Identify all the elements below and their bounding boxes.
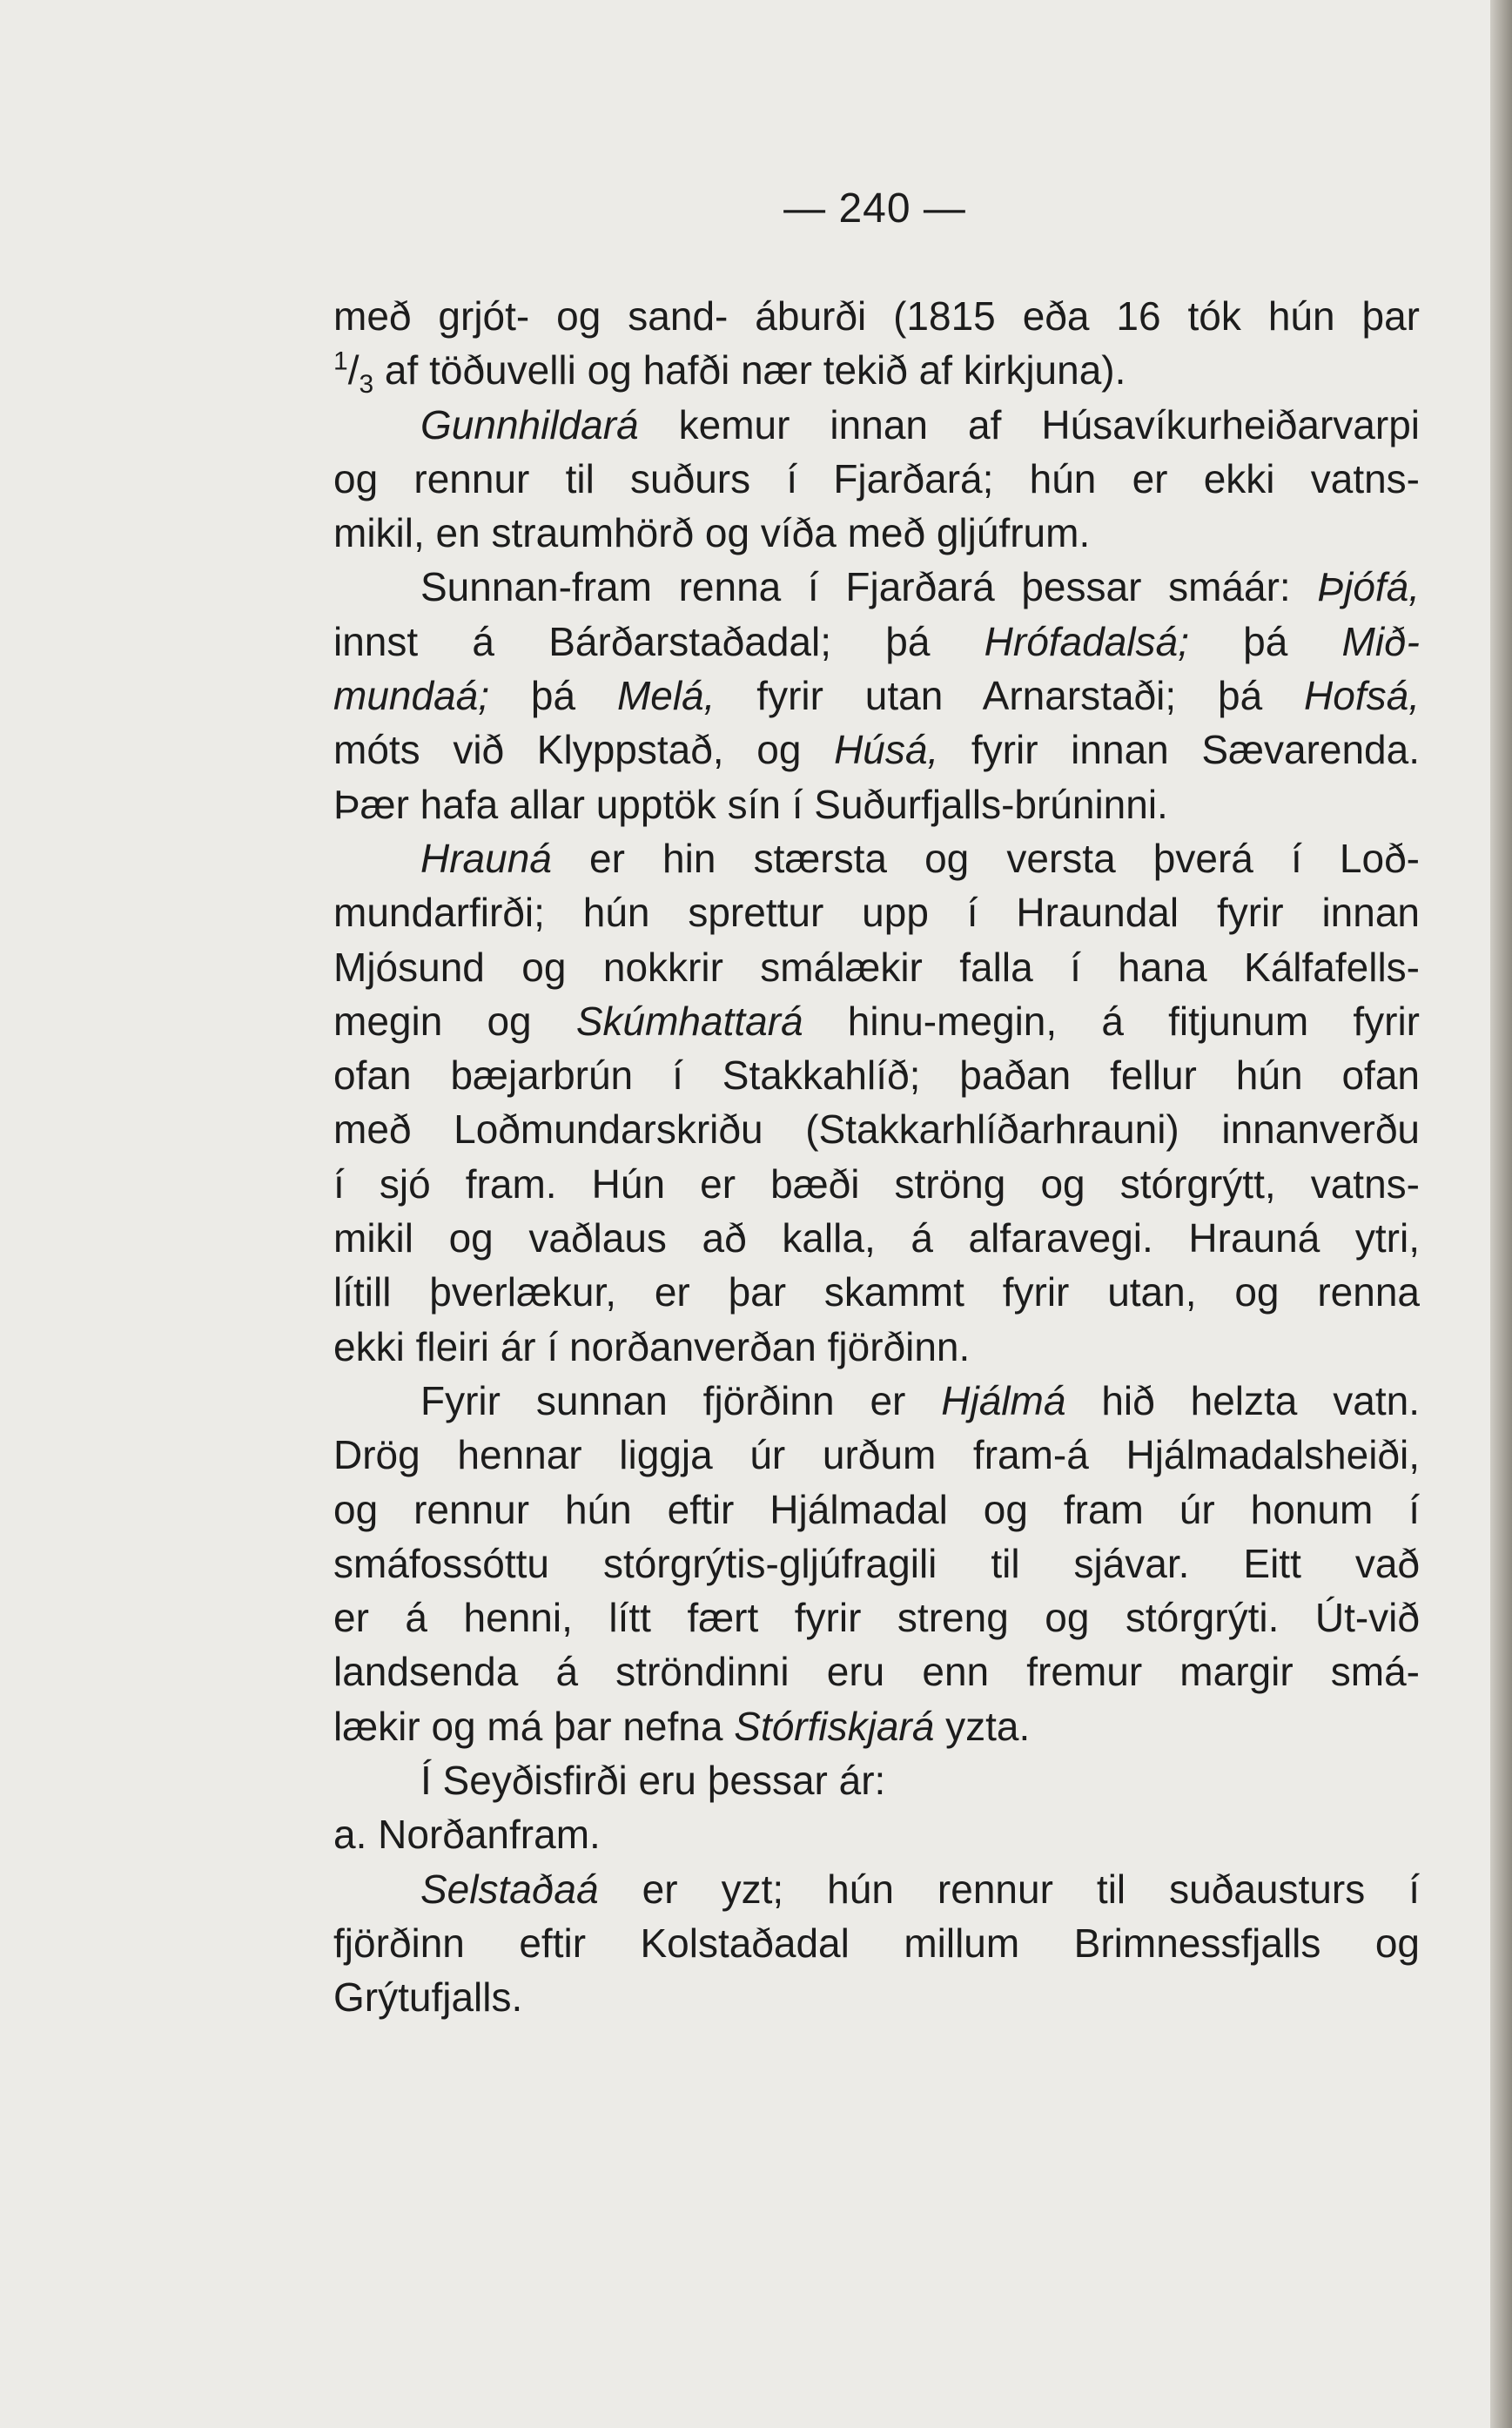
body-text: [333, 289, 1420, 2025]
text-segment: landsenda á ströndinni eru enn fremur margir smá-: [333, 1649, 1420, 1695]
text-segment: megin og: [333, 998, 576, 1044]
text-segment: Drög hennar liggja úr urðum fram-á Hjálmadalsheiði,: [333, 1432, 1420, 1478]
text-segment: og rennur hún eftir Hjálmadal og fram úr honum í: [333, 1486, 1420, 1532]
text-segment: innst á Bárðarstaðadal; þá: [333, 618, 984, 664]
text-line: [333, 940, 1420, 994]
text-line: [333, 560, 1420, 614]
italic-term: Hrófadalsá;: [984, 618, 1189, 664]
text-segment: fyrir utan Arnarstaði; þá: [715, 673, 1305, 719]
text-line: [333, 1048, 1420, 1102]
text-line: [333, 506, 1420, 560]
text-segment: lítill þverlækur, er þar skammt fyrir utan, og renna: [333, 1269, 1420, 1315]
text-segment: kemur innan af Húsavíkurheiðarvarpi: [638, 401, 1420, 447]
text-line: [333, 452, 1420, 506]
text-line: [333, 398, 1420, 452]
text-segment: 1: [333, 346, 348, 376]
text-segment: þá: [489, 673, 617, 719]
text-segment: ekki fleiri ár í norðanverðan fjörðinn.: [333, 1323, 971, 1369]
text-line: [333, 994, 1420, 1048]
book-spine-edge: [1490, 0, 1512, 2428]
text-segment: 3: [359, 370, 374, 400]
text-segment: og rennur til suðurs í Fjarðará; hún er ekki vatns-: [333, 455, 1420, 501]
text-segment: Grýtufjalls.: [333, 1974, 523, 2021]
text-line: [333, 1102, 1420, 1156]
text-segment: þá: [1188, 618, 1342, 664]
text-segment: Sunnan-fram renna í Fjarðará þessar smáár:: [420, 564, 1318, 610]
text-line: [333, 723, 1420, 777]
text-segment: Mjósund og nokkrir smálækir falla í hana Kálfafells-: [333, 944, 1420, 990]
text-segment: er yzt; hún rennur til suðausturs í: [598, 1866, 1420, 1912]
italic-term: Selstaðaá: [420, 1866, 599, 1912]
text-segment: af töðuvelli og hafði nær tekið af kirkjuna).: [373, 347, 1126, 393]
text-line: [333, 1374, 1420, 1428]
text-line: [333, 1157, 1420, 1211]
text-line: [333, 1265, 1420, 1319]
text-segment: hinu-megin, á fitjunum fyrir: [803, 998, 1421, 1044]
text-segment: Þær hafa allar upptök sín í Suðurfjalls-brúninni.: [333, 781, 1168, 827]
text-segment: með grjót- og sand- áburði (1815 eða 16 tók hún þar: [333, 293, 1420, 339]
text-segment: mikil og vaðlaus að kalla, á alfaravegi. Hrauná ytri,: [333, 1215, 1420, 1261]
text-line: [333, 289, 1420, 343]
text-segment: ofan bæjarbrún í Stakkahlíð; þaðan fellur hún ofan: [333, 1053, 1420, 1099]
italic-term: Hjálmá: [941, 1377, 1066, 1423]
text-segment: /: [347, 347, 360, 393]
text-segment: í sjó fram. Hún er bæði ströng og stórgrýtt, vatns-: [333, 1160, 1420, 1207]
text-segment: með Loðmundarskriðu (Stakkarhlíðarhrauni) innanverðu: [333, 1106, 1420, 1153]
text-segment: er hin stærsta og versta þverá í Loð-: [551, 835, 1420, 881]
text-segment: Fyrir sunnan fjörðinn er: [420, 1377, 942, 1423]
text-line: [333, 1644, 1420, 1698]
text-segment: mundarfirði; hún sprettur upp í Hraundal fyrir innan: [333, 890, 1420, 936]
text-line: [333, 1211, 1420, 1265]
text-segment: Í Seyðisfirði eru þessar ár:: [420, 1758, 886, 1804]
text-segment: fyrir innan Sævarenda.: [938, 727, 1420, 773]
text-segment: móts við Klyppstað, og: [333, 727, 835, 773]
text-line: [333, 669, 1420, 723]
text-segment: a. Norðanfram.: [333, 1812, 601, 1858]
text-line: [333, 1970, 1420, 2024]
text-line: [333, 1428, 1420, 1482]
italic-term: Skúmhattará: [575, 998, 803, 1044]
text-line: [333, 1753, 1420, 1807]
italic-term: Mið-: [1341, 618, 1420, 664]
text-line: [333, 343, 1420, 400]
text-line: [333, 1483, 1420, 1537]
text-segment: er á henni, lítt fært fyrir streng og stórgrýti. Út-við: [333, 1595, 1420, 1641]
italic-term: Stórfiskjará: [734, 1703, 935, 1749]
text-line: [333, 1862, 1420, 1916]
text-segment: fjörðinn eftir Kolstaðadal millum Brimnessfjalls og: [333, 1920, 1420, 1966]
italic-term: Melá,: [616, 673, 716, 719]
italic-term: Þjófá,: [1317, 564, 1420, 610]
text-line: [333, 615, 1420, 669]
text-line: [333, 1320, 1420, 1374]
italic-term: mundaá;: [333, 673, 490, 719]
text-line: [333, 1537, 1420, 1591]
text-segment: hið helzta vatn.: [1065, 1377, 1420, 1423]
text-segment: mikil, en straumhörð og víða með gljúfrum.: [333, 510, 1091, 556]
italic-term: Gunnhildará: [420, 401, 639, 447]
text-line: [333, 1591, 1420, 1644]
text-line: [333, 1807, 1420, 1861]
italic-term: Hrauná: [420, 835, 552, 881]
text-segment: smáfossóttu stórgrýtis-gljúfragili til sjávar. Eitt vað: [333, 1540, 1420, 1586]
text-segment: lækir og má þar nefna: [333, 1703, 735, 1749]
text-line: [333, 777, 1420, 831]
italic-term: Hofsá,: [1304, 673, 1420, 719]
page-number: — 240 —: [783, 185, 966, 232]
text-segment: yzta.: [934, 1703, 1031, 1749]
text-line: [333, 1699, 1420, 1753]
italic-term: Húsá,: [834, 727, 939, 773]
text-line: [333, 831, 1420, 885]
text-line: [333, 885, 1420, 939]
text-line: [333, 1916, 1420, 1970]
